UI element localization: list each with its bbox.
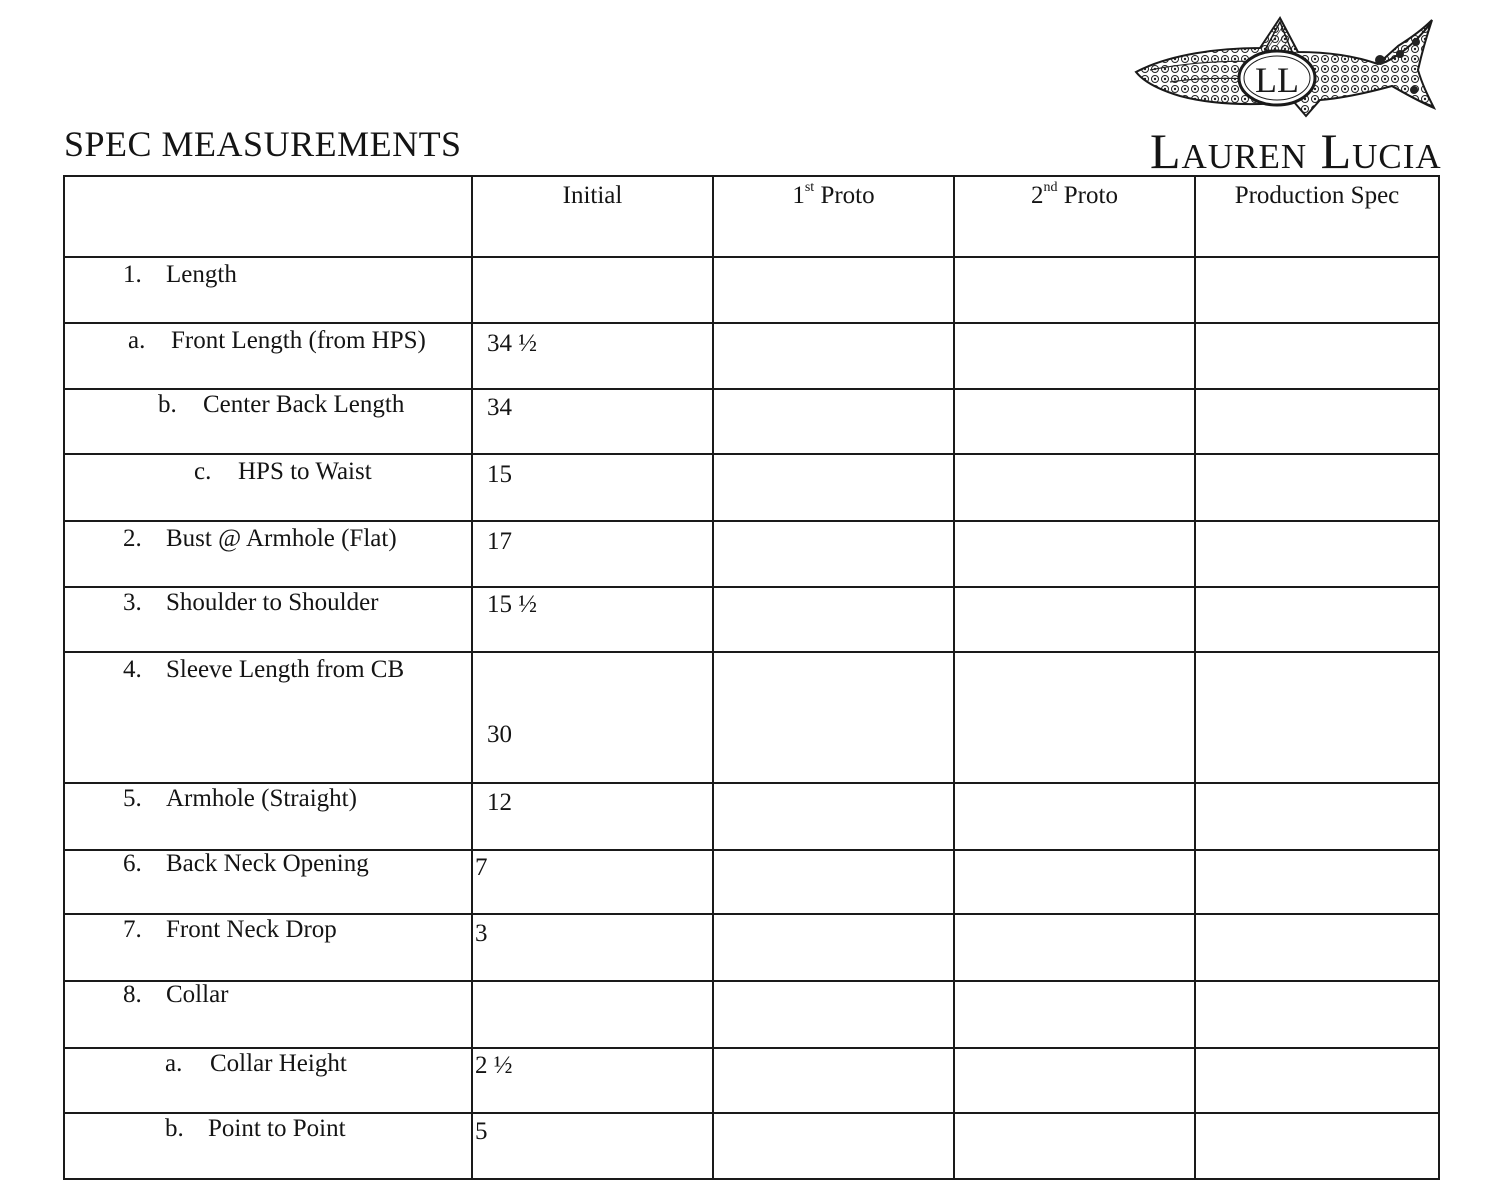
first-proto-cell [713, 981, 954, 1048]
initial-value-cell [472, 850, 713, 914]
measurement-label [64, 850, 472, 914]
header-first-proto [713, 176, 954, 257]
production-spec-cell [1195, 1113, 1439, 1179]
initial-value: 30 [487, 721, 512, 748]
second-proto-cell [954, 521, 1195, 587]
initial-value: 15 ½ [487, 591, 537, 618]
production-spec-cell [1195, 454, 1439, 521]
second-proto-cell [954, 587, 1195, 652]
item-number: 2. [123, 525, 142, 552]
spec-table [63, 175, 1440, 1180]
item-label: Sleeve Length from CB [166, 656, 405, 683]
brand-monogram: LL [1255, 60, 1299, 100]
second-proto-cell [954, 652, 1195, 783]
first-proto-cell [713, 783, 954, 850]
item-label: Point to Point [208, 1115, 346, 1142]
production-spec-cell [1195, 389, 1439, 454]
second-proto-cell [954, 850, 1195, 914]
measurement-label [64, 914, 472, 981]
measurement-label [64, 454, 472, 521]
header-first-proto-number: 1 [792, 182, 805, 209]
table-row [64, 257, 1439, 323]
table-row [64, 652, 1439, 783]
item-number: a. [165, 1050, 183, 1077]
item-number: 4. [123, 656, 142, 683]
measurement-label [64, 521, 472, 587]
header-production-spec: Production Spec [1195, 176, 1439, 257]
shark-icon [1130, 14, 1440, 124]
table-row [64, 981, 1439, 1048]
initial-value-cell [472, 587, 713, 652]
second-proto-cell [954, 1048, 1195, 1113]
brand-name: Lauren Lucia [1150, 123, 1442, 179]
first-proto-cell [713, 323, 954, 389]
table-row [64, 914, 1439, 981]
production-spec-cell [1195, 257, 1439, 323]
table-row [64, 850, 1439, 914]
measurement-label [64, 1113, 472, 1179]
item-number: c. [194, 458, 212, 485]
initial-value: 17 [487, 528, 512, 555]
table-row [64, 1048, 1439, 1113]
first-proto-cell [713, 850, 954, 914]
first-proto-cell [713, 914, 954, 981]
production-spec-cell [1195, 850, 1439, 914]
first-proto-cell [713, 1048, 954, 1113]
first-proto-cell [713, 652, 954, 783]
initial-value-cell [472, 1048, 713, 1113]
production-spec-cell [1195, 587, 1439, 652]
production-spec-cell [1195, 914, 1439, 981]
first-proto-cell [713, 389, 954, 454]
first-proto-cell [713, 454, 954, 521]
first-proto-cell [713, 521, 954, 587]
measurement-label [64, 389, 472, 454]
second-proto-cell [954, 914, 1195, 981]
item-number: 1. [123, 261, 142, 288]
header-second-proto-word: Proto [1063, 182, 1118, 209]
initial-value-cell [472, 1113, 713, 1179]
page-title: SPEC MEASUREMENTS [64, 124, 462, 164]
production-spec-cell [1195, 323, 1439, 389]
first-proto-cell [713, 587, 954, 652]
item-number: b. [158, 391, 177, 418]
measurement-label [64, 323, 472, 389]
header-row [64, 176, 1439, 257]
item-number: 6. [123, 850, 142, 877]
item-number: a. [128, 327, 146, 354]
item-label: Center Back Length [203, 391, 405, 418]
initial-value: 2 ½ [475, 1052, 513, 1079]
first-proto-cell [713, 257, 954, 323]
header-initial: Initial [472, 176, 713, 257]
initial-value: 3 [475, 920, 488, 947]
initial-value: 7 [475, 854, 488, 881]
initial-value-cell [472, 257, 713, 323]
second-proto-cell [954, 1113, 1195, 1179]
production-spec-cell [1195, 783, 1439, 850]
item-label: Shoulder to Shoulder [166, 589, 379, 616]
production-spec-cell [1195, 981, 1439, 1048]
initial-value-cell [472, 323, 713, 389]
item-label: Collar Height [210, 1050, 347, 1077]
item-number: 8. [123, 981, 142, 1008]
initial-value-cell [472, 783, 713, 850]
initial-value-cell [472, 914, 713, 981]
measurement-label [64, 587, 472, 652]
header-first-proto-word: Proto [820, 182, 875, 209]
header-second-proto [954, 176, 1195, 257]
header-second-proto-suffix: nd [1043, 180, 1058, 195]
item-number: 7. [123, 916, 142, 943]
table-row [64, 1113, 1439, 1179]
item-label: HPS to Waist [238, 458, 372, 485]
table-row [64, 783, 1439, 850]
initial-value-cell [472, 521, 713, 587]
initial-value-cell [472, 652, 713, 783]
measurement-label [64, 652, 472, 783]
first-proto-cell [713, 1113, 954, 1179]
measurement-label [64, 981, 472, 1048]
second-proto-cell [954, 454, 1195, 521]
item-label: Front Length (from HPS) [171, 327, 426, 354]
table-row [64, 323, 1439, 389]
initial-value-cell [472, 454, 713, 521]
second-proto-cell [954, 981, 1195, 1048]
header-first-proto-suffix: st [804, 180, 815, 195]
measurement-label [64, 783, 472, 850]
item-label: Length [166, 261, 237, 288]
item-number: 5. [123, 785, 142, 812]
item-number: 3. [123, 589, 142, 616]
item-number: b. [165, 1115, 184, 1142]
initial-value-cell [472, 389, 713, 454]
table-row [64, 454, 1439, 521]
item-label: Front Neck Drop [166, 916, 337, 943]
header-second-proto-number: 2 [1031, 182, 1044, 209]
measurement-label [64, 1048, 472, 1113]
initial-value [473, 258, 712, 278]
initial-value [473, 982, 712, 986]
production-spec-cell [1195, 652, 1439, 783]
second-proto-cell [954, 257, 1195, 323]
production-spec-cell [1195, 521, 1439, 587]
second-proto-cell [954, 783, 1195, 850]
initial-value: 12 [487, 789, 512, 816]
production-spec-cell [1195, 1048, 1439, 1113]
item-label: Collar [166, 981, 229, 1008]
second-proto-cell [954, 323, 1195, 389]
second-proto-cell [954, 389, 1195, 454]
initial-value: 5 [475, 1118, 488, 1145]
table-row [64, 587, 1439, 652]
table-row [64, 521, 1439, 587]
initial-value: 15 [487, 461, 512, 488]
brand-logo [1130, 14, 1442, 179]
item-label: Bust @ Armhole (Flat) [166, 525, 397, 552]
header-measurement [64, 176, 472, 257]
measurement-label [64, 257, 472, 323]
initial-value: 34 [487, 394, 512, 421]
initial-value: 34 ½ [487, 330, 537, 357]
item-label: Back Neck Opening [166, 850, 369, 877]
table-row [64, 389, 1439, 454]
item-label: Armhole (Straight) [166, 785, 357, 812]
initial-value-cell [472, 981, 713, 1048]
